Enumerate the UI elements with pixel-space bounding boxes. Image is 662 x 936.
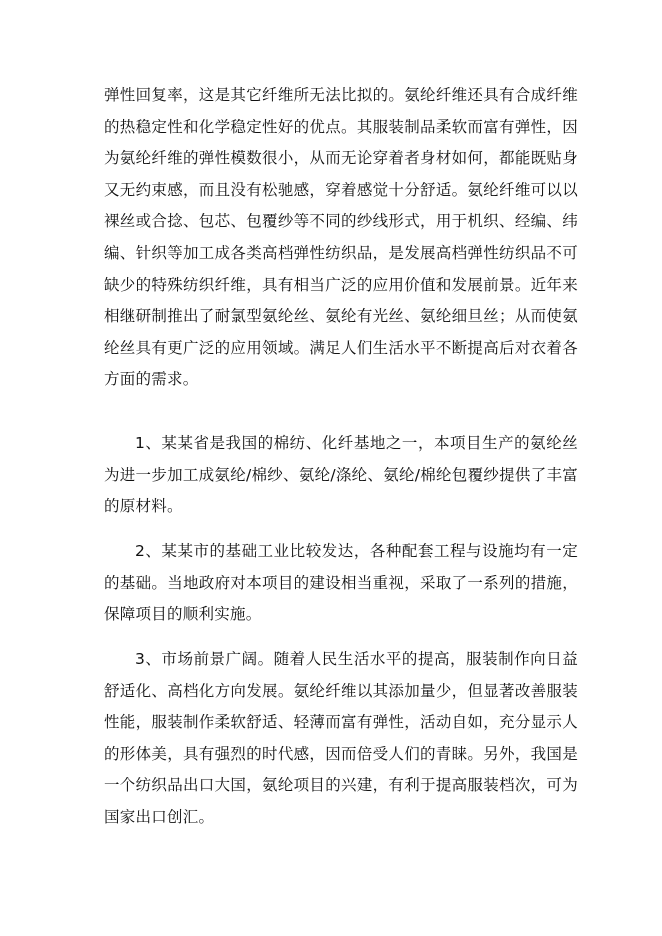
list-item-3-paragraph: 3、市场前景广阔。随着人民生活水平的提高，服装制作向日益舒适化、高档化方向发展。氨纶纤维以其添加量少，但显著改善服装性能，服装制作柔软舒适、轻薄而富有弹性，活动自如，充分显示人的形体美，具有强烈的时代感，因而倍受人们的青睐。另外，我国是一个纺织品出口大国，氨纶项目的兴建，有利于提高服装档次，可为国家出口创汇。 — [104, 650, 578, 826]
item-1-paragraph-block — [104, 428, 578, 523]
item-2-paragraph-block — [104, 536, 578, 631]
list-item-2-paragraph: 2、某某市的基础工业比较发达，各种配套工程与设施均有一定的基础。当地政府对本项目的建设相当重视，采取了一系列的措施，保障项目的顺利实施。 — [104, 542, 578, 624]
list-item-1-paragraph: 1、某某省是我国的棉纺、化纤基地之一，本项目生产的氨纶丝为进一步加工成氨纶/棉纱、氨纶/涤纶、氨纶/棉纶包覆纱提供了丰富的原材料。 — [104, 434, 578, 516]
item-3-paragraph-block — [104, 644, 578, 834]
intro-paragraph-block — [104, 80, 578, 396]
intro-paragraph: 弹性回复率，这是其它纤维所无法比拟的。氨纶纤维还具有合成纤维的热稳定性和化学稳定性好的优点。其服装制品柔软而富有弹性，因为氨纶纤维的弹性模数很小，从而无论穿着者身材如何，都能既贴身又无约束感，而且没有松驰感，穿着感觉十分舒适。氨纶纤维可以以裸丝或合捻、包芯、包覆纱等不同的纱线形式，用于机织、经编、纬编、针织等加工成各类高档弹性纺织品，是发展高档弹性纺织品不可缺少的特殊纺织纤维，具有相当广泛的应用价值和发展前景。近年来相继研制推出了耐氯型氨纶丝、氨纶有光丝、氨纶细旦丝；从而使氨纶丝具有更广泛的应用领域。满足人们生活水平不断提高后对衣着各方面的需求。 — [104, 86, 578, 389]
